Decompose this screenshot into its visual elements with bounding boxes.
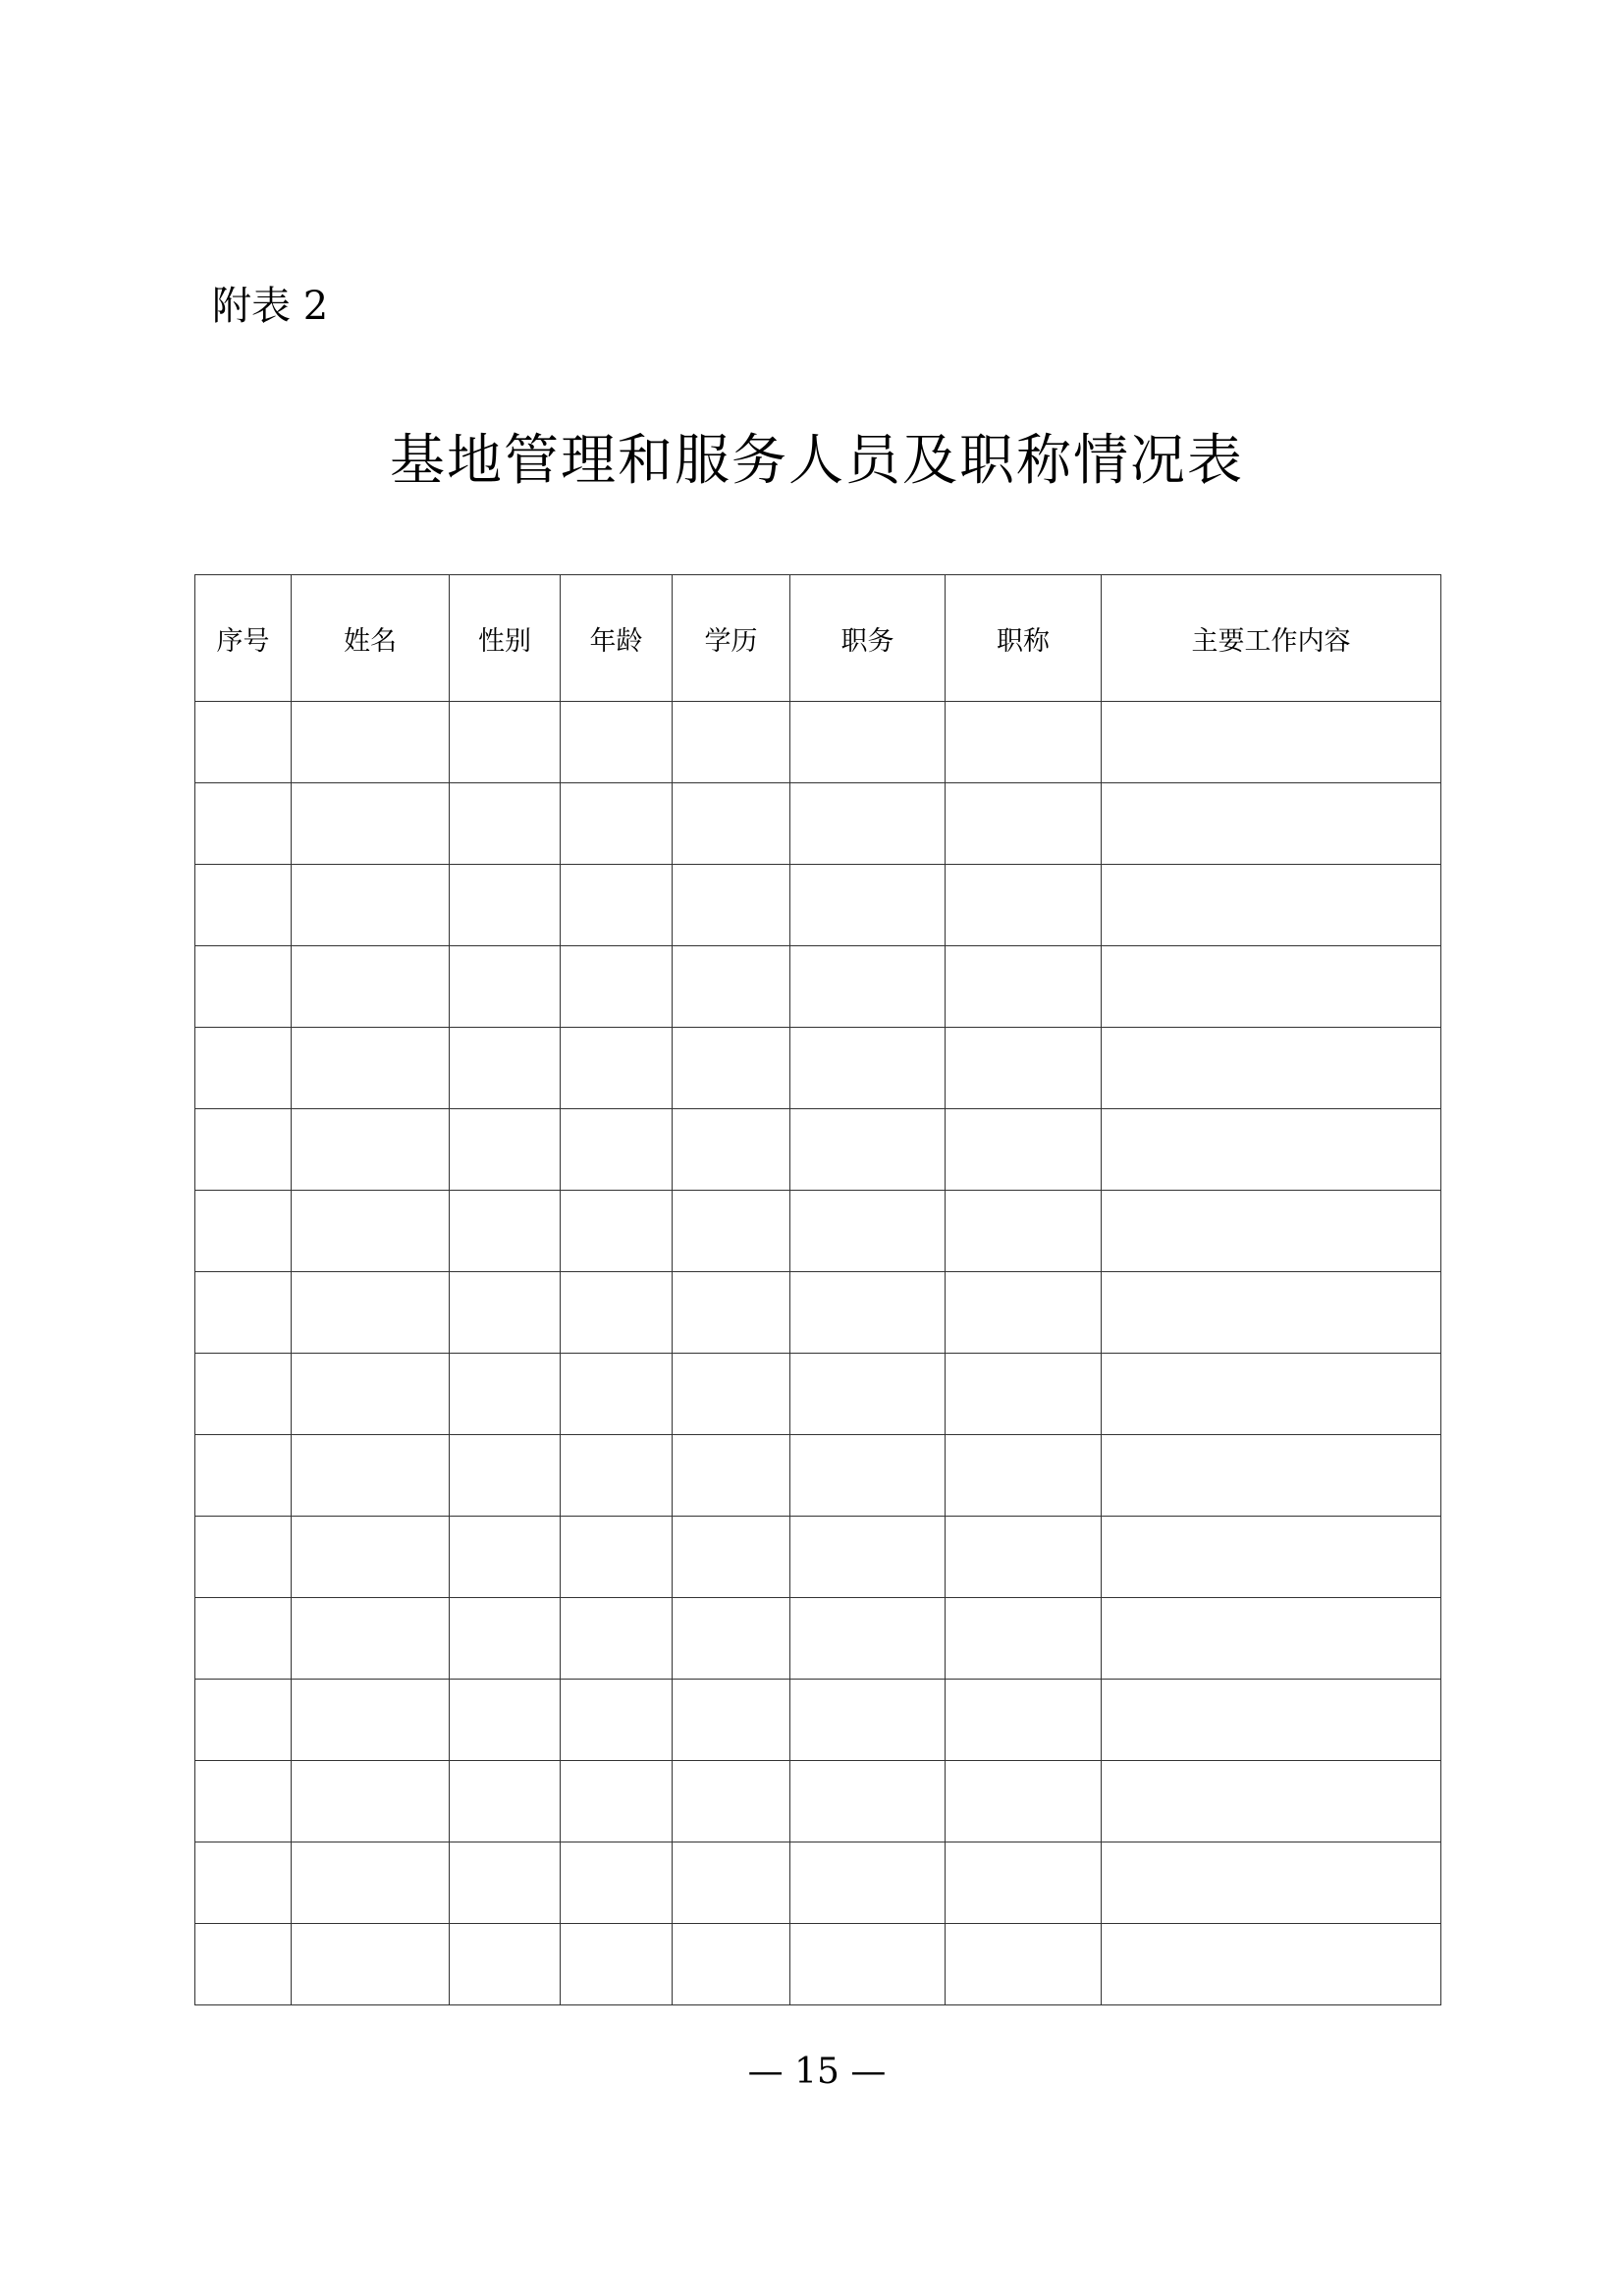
table-cell	[195, 702, 292, 783]
table-cell	[450, 1272, 561, 1354]
table-row	[195, 1272, 1441, 1354]
table-cell	[790, 1191, 946, 1272]
table-cell	[1102, 946, 1441, 1028]
table-cell	[946, 1842, 1102, 1924]
table-cell	[561, 946, 673, 1028]
table-cell	[1102, 1598, 1441, 1680]
table-cell	[450, 1109, 561, 1191]
table-row	[195, 1191, 1441, 1272]
table-cell	[946, 1109, 1102, 1191]
table-cell	[673, 1354, 790, 1435]
table-cell	[1102, 1272, 1441, 1354]
table-cell	[195, 946, 292, 1028]
page-number: — 15 —	[747, 2052, 887, 2092]
table-row	[195, 1761, 1441, 1842]
table-cell	[946, 1191, 1102, 1272]
table-cell	[1102, 1435, 1441, 1517]
table-cell	[790, 702, 946, 783]
table-cell	[292, 1842, 450, 1924]
table-cell	[790, 783, 946, 865]
table-cell	[450, 1435, 561, 1517]
table-cell	[561, 1517, 673, 1598]
table-cell	[673, 1924, 790, 2005]
annex-label: 附表 2	[212, 284, 329, 329]
table-cell	[561, 865, 673, 946]
table-row	[195, 946, 1441, 1028]
table-cell	[946, 1680, 1102, 1761]
table-cell	[673, 1435, 790, 1517]
table-cell	[1102, 1028, 1441, 1109]
table-cell	[1102, 1924, 1441, 2005]
table-cell	[450, 1517, 561, 1598]
table-cell	[790, 1924, 946, 2005]
header-position: 职务	[790, 575, 946, 702]
table-cell	[195, 1354, 292, 1435]
table-cell	[195, 1598, 292, 1680]
table-cell	[450, 1191, 561, 1272]
table-cell	[946, 1598, 1102, 1680]
header-main-work: 主要工作内容	[1102, 575, 1441, 702]
table-cell	[561, 1191, 673, 1272]
table-cell	[561, 1842, 673, 1924]
table-row	[195, 1842, 1441, 1924]
table-cell	[292, 1924, 450, 2005]
table-cell	[195, 1191, 292, 1272]
table-header-row	[195, 575, 1441, 702]
table-cell	[292, 1109, 450, 1191]
table-cell	[946, 946, 1102, 1028]
table-cell	[790, 1680, 946, 1761]
table-cell	[195, 1435, 292, 1517]
table-cell	[790, 946, 946, 1028]
table-cell	[292, 946, 450, 1028]
table-cell	[946, 865, 1102, 946]
table-cell	[450, 1598, 561, 1680]
table-cell	[946, 1761, 1102, 1842]
table-cell	[561, 1028, 673, 1109]
table-cell	[673, 783, 790, 865]
table-row	[195, 702, 1441, 783]
table-cell	[292, 783, 450, 865]
table-cell	[561, 783, 673, 865]
table-cell	[1102, 1354, 1441, 1435]
table-cell	[673, 946, 790, 1028]
table-row	[195, 1028, 1441, 1109]
table-cell	[450, 1028, 561, 1109]
table-cell	[673, 1842, 790, 1924]
table-cell	[790, 865, 946, 946]
table-cell	[561, 1924, 673, 2005]
table-cell	[561, 1598, 673, 1680]
table-cell	[292, 702, 450, 783]
table-cell	[790, 1354, 946, 1435]
table-cell	[673, 1517, 790, 1598]
table-cell	[450, 1680, 561, 1761]
table-cell	[561, 1761, 673, 1842]
table-row	[195, 783, 1441, 865]
table-row	[195, 1924, 1441, 2005]
table-cell	[195, 1028, 292, 1109]
table-cell	[450, 702, 561, 783]
table-cell	[946, 1354, 1102, 1435]
table-cell	[292, 1191, 450, 1272]
table-row	[195, 865, 1441, 946]
table-cell	[292, 1435, 450, 1517]
table-cell	[673, 1028, 790, 1109]
table-row	[195, 1517, 1441, 1598]
table-cell	[946, 1517, 1102, 1598]
table-row	[195, 1435, 1441, 1517]
table-cell	[1102, 783, 1441, 865]
table-cell	[450, 1924, 561, 2005]
table-cell	[292, 865, 450, 946]
table-row	[195, 1598, 1441, 1680]
table-cell	[790, 1109, 946, 1191]
table-cell	[292, 1517, 450, 1598]
table-cell	[561, 1272, 673, 1354]
table-cell	[561, 1354, 673, 1435]
table-cell	[292, 1761, 450, 1842]
table-cell	[450, 783, 561, 865]
table-cell	[450, 946, 561, 1028]
table-cell	[292, 1680, 450, 1761]
table-cell	[195, 1680, 292, 1761]
table-cell	[946, 783, 1102, 865]
table-cell	[1102, 1761, 1441, 1842]
table-cell	[790, 1517, 946, 1598]
table-cell	[673, 1191, 790, 1272]
header-title: 职称	[946, 575, 1102, 702]
table-cell	[673, 1680, 790, 1761]
table-cell	[790, 1842, 946, 1924]
table-cell	[195, 1924, 292, 2005]
table-cell	[561, 1435, 673, 1517]
header-gender: 性别	[450, 575, 561, 702]
page-title: 基地管理和服务人员及职称情况表	[390, 429, 1244, 493]
table-cell	[561, 1680, 673, 1761]
header-education: 学历	[673, 575, 790, 702]
table-cell	[1102, 1842, 1441, 1924]
table-cell	[946, 1272, 1102, 1354]
table-cell	[561, 702, 673, 783]
table-row	[195, 1109, 1441, 1191]
table-cell	[790, 1435, 946, 1517]
table-cell	[450, 865, 561, 946]
table-cell	[1102, 1517, 1441, 1598]
table-cell	[450, 1354, 561, 1435]
table-cell	[292, 1272, 450, 1354]
table-cell	[673, 1272, 790, 1354]
table-cell	[673, 702, 790, 783]
staff-table	[194, 574, 1441, 2005]
table-cell	[195, 1272, 292, 1354]
table-cell	[1102, 1191, 1441, 1272]
table-cell	[450, 1842, 561, 1924]
table-cell	[561, 1109, 673, 1191]
table-cell	[1102, 1109, 1441, 1191]
table-cell	[790, 1028, 946, 1109]
table-cell	[673, 1109, 790, 1191]
table-cell	[450, 1761, 561, 1842]
table-cell	[292, 1354, 450, 1435]
table-cell	[946, 702, 1102, 783]
table-cell	[195, 783, 292, 865]
table-cell	[195, 1761, 292, 1842]
table-cell	[195, 1109, 292, 1191]
table-cell	[1102, 702, 1441, 783]
header-index: 序号	[195, 575, 292, 702]
table-cell	[195, 865, 292, 946]
table-cell	[1102, 865, 1441, 946]
table-row	[195, 1354, 1441, 1435]
table-cell	[673, 1598, 790, 1680]
table-cell	[946, 1028, 1102, 1109]
table-cell	[790, 1272, 946, 1354]
table-cell	[292, 1598, 450, 1680]
table-cell	[946, 1924, 1102, 2005]
table-cell	[195, 1842, 292, 1924]
table-cell	[292, 1028, 450, 1109]
table-cell	[946, 1435, 1102, 1517]
table-cell	[195, 1517, 292, 1598]
header-name: 姓名	[292, 575, 450, 702]
table-cell	[790, 1761, 946, 1842]
table-cell	[1102, 1680, 1441, 1761]
table-cell	[673, 865, 790, 946]
header-age: 年龄	[561, 575, 673, 702]
table-cell	[790, 1598, 946, 1680]
table-row	[195, 1680, 1441, 1761]
table-cell	[673, 1761, 790, 1842]
